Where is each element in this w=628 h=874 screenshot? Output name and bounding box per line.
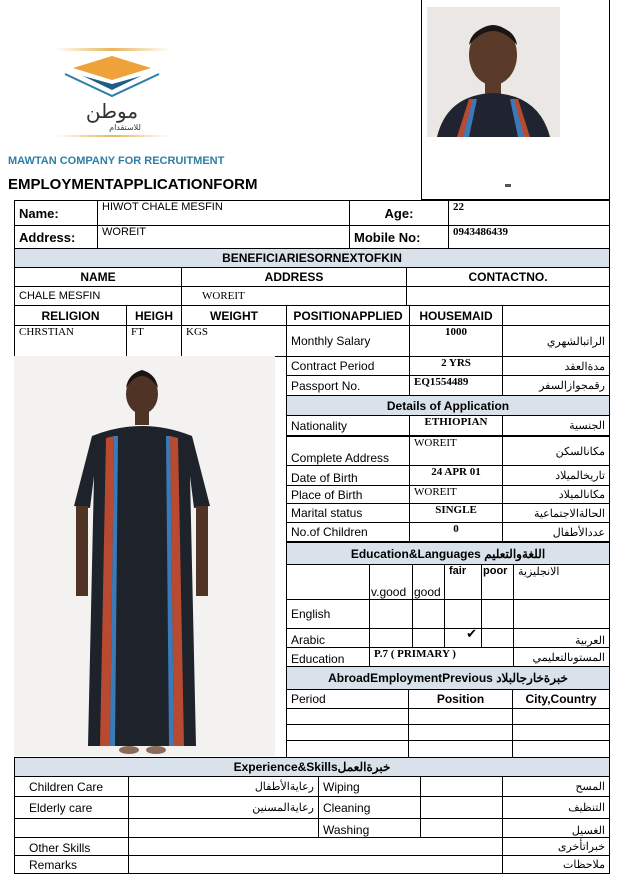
position-header: POSITIONAPPLIED <box>293 308 403 323</box>
arabic-poor[interactable] <box>481 628 514 648</box>
detail-ar: الحالةالاجتماعية <box>533 507 605 520</box>
children-care-label: Children Care <box>29 779 104 794</box>
experience-section: Experience&Skills خبرةالعمل <box>14 757 610 777</box>
mobile-value: 0943486439 <box>453 226 508 238</box>
check-icon: ✔ <box>466 628 477 642</box>
name-label: Name: <box>19 205 59 221</box>
detail-value: SINGLE <box>435 504 477 516</box>
detail-value: WOREIT <box>414 437 457 449</box>
remarks-field[interactable] <box>128 855 503 874</box>
education-section: Education&Languages اللغةوالتعليم <box>286 542 610 565</box>
ben-contact-header: CONTACTNO. <box>468 270 548 284</box>
arabic-label: Arabic <box>291 633 326 647</box>
svg-text:موطن: موطن <box>85 99 139 123</box>
good-header: good <box>414 585 441 599</box>
remarks-label: Remarks <box>29 857 78 872</box>
salary-label: Monthly Salary <box>291 334 371 348</box>
detail-ar: الجنسية <box>569 420 605 432</box>
contract-ar: مدةالعقد <box>564 360 605 373</box>
city-country-header: City,Country <box>525 692 597 706</box>
english-vgood[interactable] <box>369 599 413 629</box>
abroad-section: AbroadEmploymentPrevious خبرةخارجالبلاد <box>286 666 610 690</box>
ben-address-value: WOREIT <box>202 290 245 302</box>
contract-value: 2 YRS <box>441 357 471 369</box>
abroad-row[interactable] <box>286 708 409 725</box>
cleaning-label: Cleaning <box>323 800 371 815</box>
detail-label: Place of Birth <box>291 487 363 502</box>
religion-header: RELIGION <box>41 308 100 323</box>
beneficiaries-section: BENEFICIARIESORNEXTOFKIN <box>14 248 610 268</box>
salary-ar: الراتبالشهري <box>546 335 605 348</box>
abroad-position-header: Position <box>436 692 485 706</box>
detail-value: ETHIOPIAN <box>424 416 488 428</box>
detail-value: 24 APR 01 <box>431 466 481 478</box>
height-header: HEIGH <box>134 308 173 323</box>
wiping-label: Wiping <box>323 779 360 794</box>
washing-ar: الغسيل <box>571 825 605 837</box>
children-care-ar: رعايةالأطفال <box>254 781 314 793</box>
svg-text:للاستقدام: للاستقدام <box>109 123 141 132</box>
details-section: Details of Application <box>286 395 610 416</box>
abroad-row[interactable] <box>286 740 409 758</box>
ben-name-value: CHALE MESFIN <box>19 290 101 302</box>
passport-label: Passport No. <box>291 378 361 393</box>
position-value: HOUSEMAID <box>419 308 493 323</box>
poor-header: poor <box>483 565 508 577</box>
period-header: Period <box>291 692 326 706</box>
elderly-care-ar: رعايةالمسنين <box>252 802 314 814</box>
detail-value: 0 <box>453 523 459 535</box>
contract-label: Contract Period <box>291 359 375 373</box>
address-label: Address: <box>19 229 76 245</box>
religion-value: CHRSTIAN <box>19 326 75 338</box>
detail-label: No.of Children <box>291 525 368 539</box>
detail-ar: عددالأطفال <box>552 526 605 539</box>
detail-label: Complete Address <box>291 451 390 465</box>
company-logo <box>55 48 170 138</box>
detail-ar: مكانالميلاد <box>558 489 605 501</box>
detail-ar: تاريخالميلاد <box>555 470 605 482</box>
english-label: English <box>291 607 331 621</box>
applicant-full-photo <box>14 356 275 756</box>
detail-value: WOREIT <box>414 486 457 498</box>
english-good[interactable] <box>412 599 445 629</box>
vgood-header: v.good <box>371 585 407 599</box>
company-name: MAWTAN COMPANY FOR RECRUITMENT <box>8 155 225 167</box>
ben-name-header: NAME <box>80 270 116 284</box>
ben-address-header: ADDRESS <box>264 270 324 284</box>
form-title: EMPLOYMENTAPPLICATIONFORM <box>8 176 258 193</box>
lang-ar: الانجليزية <box>518 566 560 578</box>
mark <box>505 184 511 187</box>
washing-label: Washing <box>323 823 370 837</box>
weight-value: KGS <box>186 326 209 338</box>
weight-header: WEIGHT <box>210 308 258 323</box>
height-value: FT <box>131 326 144 338</box>
fair-header: fair <box>449 565 467 577</box>
remarks-ar: ملاحظات <box>563 859 605 871</box>
detail-ar: مكانالسكن <box>555 445 605 458</box>
abroad-row[interactable] <box>286 724 409 741</box>
age-label: Age: <box>384 205 414 221</box>
applicant-portrait-photo <box>427 7 560 137</box>
arabic-good[interactable] <box>412 628 445 648</box>
elderly-care-label: Elderly care <box>29 800 93 815</box>
arabic-vgood[interactable] <box>369 628 413 648</box>
english-poor[interactable] <box>481 599 514 629</box>
education-label: Education <box>291 652 345 666</box>
salary-value: 1000 <box>445 326 467 338</box>
wiping-ar: المسح <box>575 781 605 793</box>
address-value: WOREIT <box>102 226 146 238</box>
arabic-fair[interactable] <box>444 628 482 648</box>
age-value: 22 <box>453 201 464 213</box>
education-value: P.7 ( PRIMARY ) <box>374 648 456 660</box>
cleaning-ar: التنظيف <box>568 802 605 814</box>
english-fair[interactable] <box>444 599 482 629</box>
name-value: HIWOT CHALE MESFIN <box>102 201 223 213</box>
detail-label: Nationality <box>291 418 348 433</box>
detail-label: Marital status <box>291 506 363 520</box>
mobile-label: Mobile No: <box>354 229 421 245</box>
arabic-ar: العربية <box>574 635 605 647</box>
passport-value: EQ1554489 <box>414 376 469 388</box>
other-skills-label: Other Skills <box>29 841 91 855</box>
other-skills-field[interactable] <box>128 837 503 856</box>
education-ar: المستوىالتعليمي <box>532 651 605 664</box>
passport-ar: رقمجوازالسفر <box>539 380 605 392</box>
other-skills-ar: خبراتأخرى <box>557 841 605 853</box>
detail-label: Date of Birth <box>291 471 358 485</box>
